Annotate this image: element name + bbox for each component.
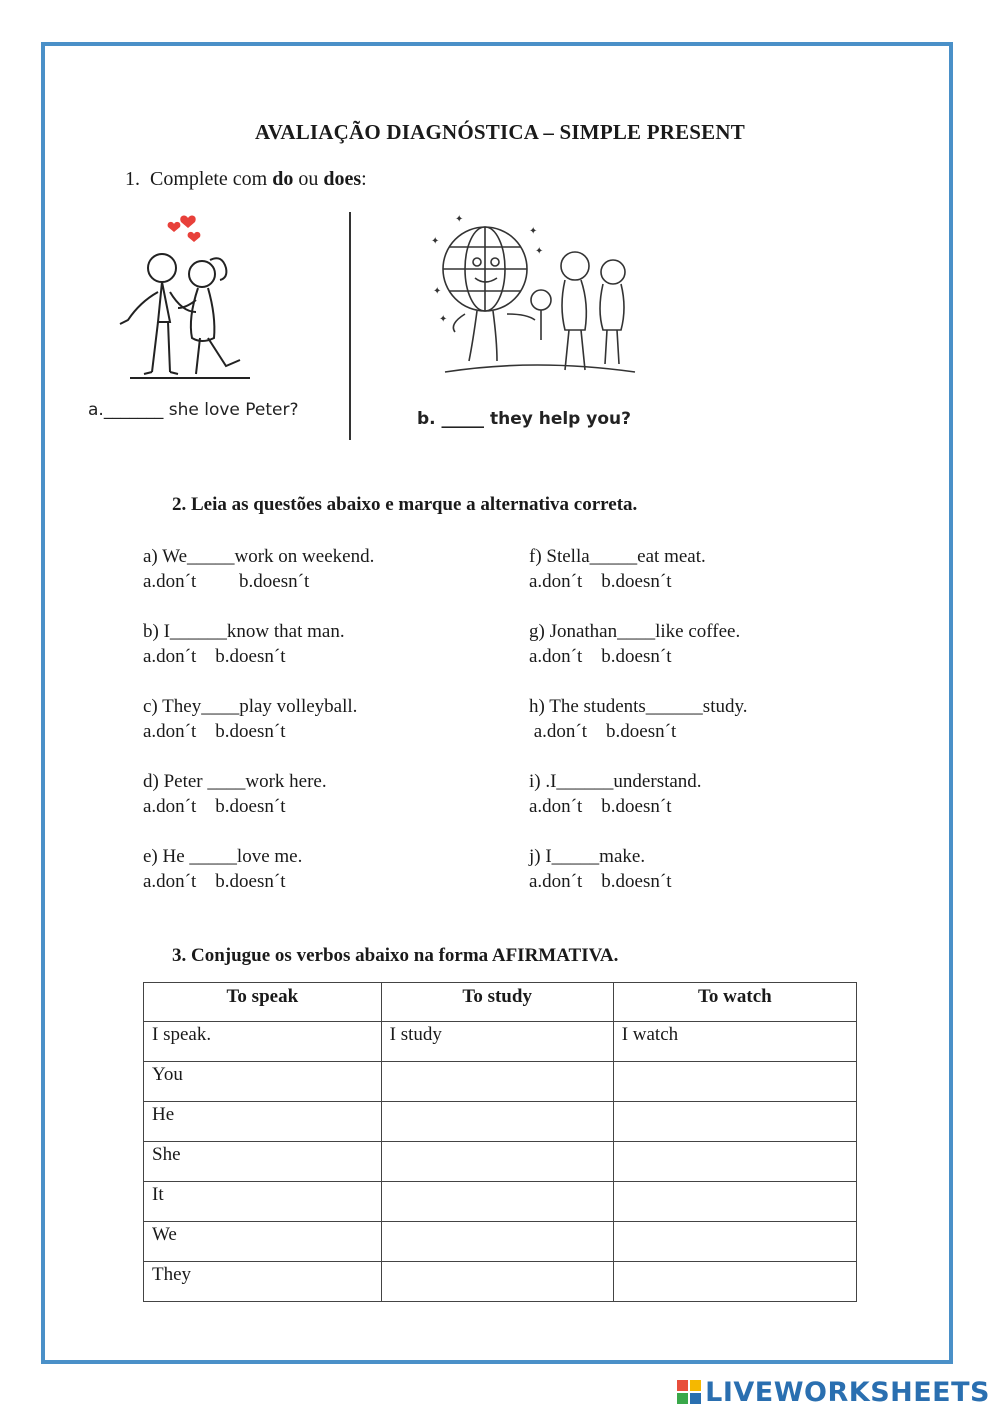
question-2-heading: 2. Leia as questões abaixo e marque a alternativa correta. — [172, 494, 638, 515]
answer-cell[interactable] — [381, 1142, 613, 1182]
answer-cell[interactable] — [613, 1102, 856, 1142]
answer-cell[interactable] — [381, 1182, 613, 1222]
table-cell[interactable]: I speak. — [144, 1022, 382, 1062]
column-header: To watch — [613, 983, 856, 1022]
item-sentence: g) Jonathan____like coffee. — [529, 621, 741, 642]
table-cell: They — [144, 1262, 382, 1302]
question-1-text: Complete com — [150, 168, 268, 190]
table-row — [144, 1222, 857, 1262]
item-sentence: i) .I______understand. — [529, 771, 702, 792]
item-options[interactable]: a.don´t b.doesn´t — [143, 796, 286, 817]
image-divider — [349, 212, 351, 440]
table-cell[interactable]: I watch — [613, 1022, 856, 1062]
table-cell: She — [144, 1142, 382, 1182]
item-sentence: d) Peter ____work here. — [143, 771, 327, 792]
item-options[interactable]: a.don´t b.doesn´t — [529, 796, 672, 817]
option-or: ou — [298, 168, 319, 190]
answer-cell[interactable] — [381, 1222, 613, 1262]
colon: : — [361, 168, 367, 190]
logo-square — [677, 1393, 688, 1404]
item-sentence: e) He _____love me. — [143, 846, 303, 867]
column-header: To study — [381, 983, 613, 1022]
answer-cell[interactable] — [613, 1062, 856, 1102]
answer-cell[interactable] — [613, 1182, 856, 1222]
logo-square — [690, 1393, 701, 1404]
table-row — [144, 1022, 857, 1062]
column-header: To speak — [144, 983, 382, 1022]
table-row — [144, 1142, 857, 1182]
globe-children-illustration — [425, 214, 640, 384]
table-row — [144, 1102, 857, 1142]
answer-cell[interactable] — [381, 1102, 613, 1142]
question-1a: a._______ she love Peter? — [88, 400, 299, 420]
item-options[interactable]: a.don´t b.doesn´t — [529, 721, 677, 742]
question-1-number: 1. — [125, 168, 140, 190]
svg-text:✦: ✦ — [439, 314, 448, 325]
item-sentence: h) The students______study. — [529, 696, 748, 717]
table-cell: It — [144, 1182, 382, 1222]
conjugation-table — [143, 982, 857, 1302]
item-sentence: b) I______know that man. — [143, 621, 345, 642]
liveworksheets-logo-icon — [677, 1380, 701, 1404]
logo-square — [690, 1380, 701, 1391]
answer-cell[interactable] — [381, 1262, 613, 1302]
table-cell: You — [144, 1062, 382, 1102]
item-options[interactable]: a.don´t b.doesn´t — [529, 571, 672, 592]
question-3-heading: 3. Conjugue os verbos abaixo na forma AFIRMATIVA. — [172, 945, 619, 966]
item-options[interactable]: a.don´t b.doesn´t — [143, 871, 286, 892]
liveworksheets-brand[interactable] — [677, 1374, 990, 1410]
question-2-item — [529, 694, 748, 744]
answer-cell[interactable] — [613, 1142, 856, 1182]
svg-text:✦: ✦ — [431, 236, 440, 247]
svg-text:✦: ✦ — [433, 286, 442, 297]
question-2-item — [143, 694, 357, 744]
svg-text:✦: ✦ — [535, 246, 544, 257]
question-1b: b. _____ they help you? — [417, 409, 631, 429]
item-options[interactable]: a.don´t b.doesn´t — [143, 646, 286, 667]
option-does: does — [323, 168, 362, 190]
question-2-item — [529, 619, 740, 669]
question-2-item — [143, 544, 374, 594]
question-2-item — [143, 619, 345, 669]
item-sentence: a) We_____work on weekend. — [143, 546, 375, 567]
item-sentence: f) Stella_____eat meat. — [529, 546, 706, 567]
item-options[interactable]: a.don´t b.doesn´t — [143, 571, 310, 592]
item-options[interactable]: a.don´t b.doesn´t — [529, 871, 672, 892]
table-header-row — [144, 983, 857, 1022]
answer-cell[interactable] — [381, 1062, 613, 1102]
item-options[interactable]: a.don´t b.doesn´t — [529, 646, 672, 667]
item-sentence: c) They____play volleyball. — [143, 696, 358, 717]
item-sentence: j) I_____make. — [529, 846, 646, 867]
table-cell[interactable]: I study — [381, 1022, 613, 1062]
svg-text:✦: ✦ — [455, 214, 464, 225]
table-row — [144, 1062, 857, 1102]
table-row — [144, 1182, 857, 1222]
table-cell: He — [144, 1102, 382, 1142]
item-options[interactable]: a.don´t b.doesn´t — [143, 721, 286, 742]
answer-cell[interactable] — [613, 1222, 856, 1262]
question-2-item — [143, 844, 302, 894]
logo-square — [677, 1380, 688, 1391]
option-do: do — [272, 168, 294, 190]
answer-cell[interactable] — [613, 1262, 856, 1302]
couple-illustration — [110, 208, 260, 383]
page-title: AVALIAÇÃO DIAGNÓSTICA – SIMPLE PRESENT — [255, 120, 745, 144]
svg-text:✦: ✦ — [529, 226, 538, 237]
question-2-item — [529, 769, 702, 819]
question-2-item — [529, 844, 671, 894]
table-cell: We — [144, 1222, 382, 1262]
question-2-item — [529, 544, 706, 594]
question-1-instruction — [125, 168, 367, 191]
table-row — [144, 1262, 857, 1302]
brand-name: LIVEWORKSHEETS — [705, 1376, 990, 1408]
question-2-item — [143, 769, 327, 819]
